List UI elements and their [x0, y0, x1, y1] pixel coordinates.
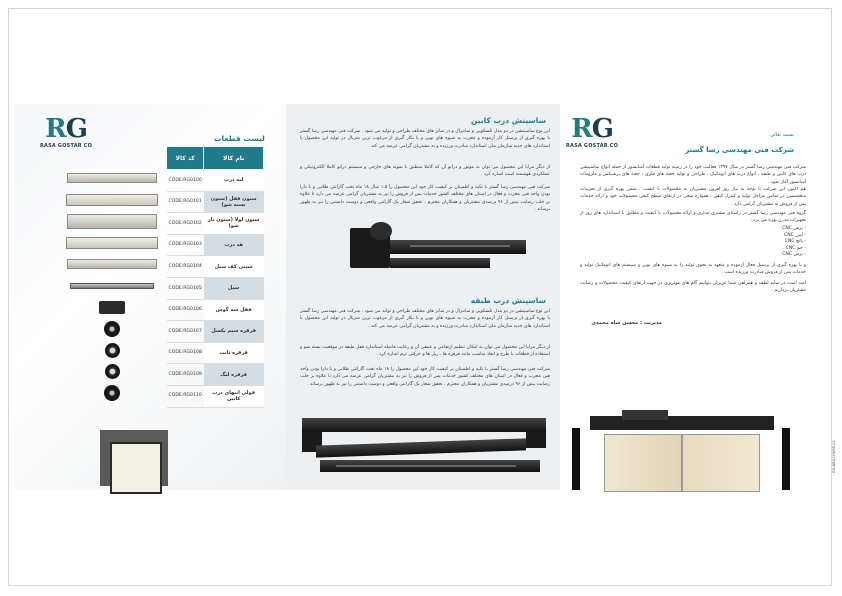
part-name: قرقره لنگ — [204, 364, 264, 386]
parts-row — [167, 277, 264, 299]
part-name: قرقره سیم بکسل — [204, 321, 264, 343]
part-code: CODE:RG0101 — [167, 191, 204, 213]
floor-paragraph-3: شرکت فنی مهندسی رسا گستر با تکیه و اطمینان بر کیفیت کار خود این محصول را ۱۸ ماه تحت گارانتی طلایی و با دارا بودن واحد فنی مجرب و فعال در استان های مختلف کشور خدمات پس از فروش را نیز به مشتریان گرامی عرضه می دارد تا علاوه بر جلب رضایت بیش از ۹۶ درصدی مشتریان و همکاران محترم ، تحقق شعار یک گارانتی واقعی و دوست داشتنی را نیز به ظهور برساند . — [300, 367, 550, 387]
about-paragraph-5: امید است در سایه لطف و همراهی شما عزیزان بتوانیم گام های موثرتری در جهت ارتقای کیفیت محصولات و رضایت مشتریان برداریم . — [580, 281, 806, 294]
part-image — [60, 254, 164, 274]
parts-row — [167, 342, 264, 364]
floor-suspension-image — [296, 414, 552, 484]
machine-item: - لیزر CNC — [784, 232, 806, 238]
parts-row — [167, 321, 264, 343]
part-name: هد درب — [204, 234, 264, 256]
part-image — [60, 168, 164, 188]
col-name-header: نام کالا — [204, 147, 264, 170]
elevator-door-photo — [562, 408, 800, 490]
part-code: CODE:RG0102 — [167, 213, 204, 235]
machine-item: - پرس CNC — [782, 226, 806, 231]
company-name-heading: شرکت فنی مهندسی رسا گستر — [685, 146, 794, 154]
part-image — [60, 362, 164, 382]
cabin-suspension-title: ساسپنش درب کابین — [470, 116, 546, 125]
col-code-header: کد کالا — [167, 147, 204, 170]
logo-company-name-right: RASA GOSTAR CO — [566, 143, 619, 149]
part-code: CODE:RG0103 — [167, 234, 204, 256]
part-name: سینی کف سیل — [204, 256, 264, 278]
part-name: قفل سه گوش — [204, 299, 264, 321]
part-image — [60, 190, 164, 210]
part-image — [60, 297, 164, 317]
part-code: CODE:RG0110 — [167, 385, 204, 407]
part-image — [60, 276, 164, 296]
parts-row — [167, 234, 264, 256]
parts-row — [167, 256, 264, 278]
machine-item: - خم CNC — [785, 245, 806, 251]
part-code: CODE:RG0106 — [167, 299, 204, 321]
part-code: CODE:RG0100 — [167, 170, 204, 192]
cabin-paragraph-2: از دیگر مزایا این محصول می توان به موتور و درایو آن که کاملا منطبق با نمونه های خارجی و سیستم درایو کاملا الکترونیکی و عملکردی هوشمند است اشاره کرد . — [300, 165, 550, 178]
part-name: ستون لولا (ستون باز شو) — [204, 213, 264, 235]
part-name: لته درب — [204, 170, 264, 192]
logo-company-name: RASA GOSTAR CO — [40, 143, 93, 149]
parts-row — [167, 385, 264, 407]
part-image — [60, 319, 164, 339]
logo-mark-right: RG — [571, 114, 613, 144]
part-image — [60, 211, 164, 231]
part-name: ستون قفل (ستون بسته شو) — [204, 191, 264, 213]
logo-mark: RG — [45, 114, 87, 144]
company-logo-right — [566, 116, 618, 149]
parts-row — [167, 213, 264, 235]
vertical-code: RG-BROCHURE-01 — [832, 440, 836, 473]
parts-list-title: لیست قطعات — [214, 134, 265, 143]
parts-row — [167, 191, 264, 213]
part-code: CODE:RG0109 — [167, 364, 204, 386]
about-paragraph-3: گروه فنی مهندسی رسا گستر در راستای مشتری مداری و ارائه محصولات با کیفیت و مطابق با استاندارد های روز از تجهیزات مدرن بهره می برد : — [580, 211, 806, 224]
part-image — [60, 383, 164, 403]
parts-row — [167, 170, 264, 192]
part-code: CODE:RG0105 — [167, 277, 204, 299]
signature: مدیریت : محسن شاه محمدی — [591, 320, 662, 326]
machine-item: - برش CNC — [782, 252, 806, 258]
part-image — [60, 233, 164, 253]
about-paragraph-1: شرکت فنی مهندسی رسا گستر در سال ۱۳۹۷ فعالیت خود را در زمینه تولید قطعات آسانسور از جمله انواع ساسپنشن درب های کابین و طبقه ، انواع درب های اتوماتیک ، طراحی و تولید جعبه های فلزی ، جعبه های پرشیکس و ملزومات آسانسور آغاز نمود . — [580, 165, 806, 185]
parts-row — [167, 299, 264, 321]
part-image — [60, 340, 164, 360]
machine-item: - پانچ CNC — [784, 239, 806, 245]
part-code: CODE:RG0104 — [167, 256, 204, 278]
cabin-suspension-image — [340, 220, 530, 280]
part-name: سیل — [204, 277, 264, 299]
machines-list — [646, 226, 806, 259]
cabin-paragraph-3: شرکت فنی مهندسی رسا گستر با تکیه و اطمینان بر کیفیت کار خود این محصول را ۱.۵ سال ۱۸ ماه تحت گارانتی طلایی و با دارا بودن واحد فنی مجرب و فعال در استان های مختلف کشور خدمات پس از فروش را نیز به مشتریان گرامی عرضه می دارد تا علاوه بر جلب رضایت بیش از ۹۶ درصدی مشتریان و همکاران محترم ، تحقق شعار یک گارانتی واقعی و دوست داشتنی را نیز به ظهور برساند . — [300, 185, 550, 213]
cabin-paragraph-1: این نوع ساسپنشن در دو مدل تلسکوپی و سانترال و در سایز های مختلف طراحی و تولید می شود . شرکت فنی مهندسی رسا گستر با بهره گیری از پرسنل کار آزموده و مجرب به شیوه های نوین و با بکار گیری از مرغوب ترین متریال در تولید این محصول با استاندارد های جدید سازمان ملی استاندارد مبادرت ورزیده و به مشتریان گرامی عرضه می کند . — [300, 129, 550, 149]
cabin-door-photo — [100, 430, 168, 486]
floor-paragraph-2: از دیگر مزایا این محصول می توان به امکان تنظیم ارتفاعی و عمقی آن و رعایت فاصله استاندارد قفل طبقه در موقعیت بسته شو و استفاده از قطعات با طرح و ابعاد مناسب مانند قرقره ها ، ریل ها و حرکتی نرم اشاره کرد . — [300, 345, 550, 358]
company-logo — [40, 116, 92, 149]
part-code: CODE:RG0107 — [167, 321, 204, 343]
part-code: CODE:RG0108 — [167, 342, 204, 364]
parts-table — [166, 146, 264, 408]
greeting: بسمه تعالی — [769, 132, 794, 138]
part-name: قولی انتهای درب کابین — [204, 385, 264, 407]
parts-row — [167, 364, 264, 386]
about-paragraph-2: هم اکنون این شرکت با توجه به نیاز روز افزون مشتریان به محصولات با کیفیت ، ضمن بهره گیری از تجربیات متخصصین در تمامی مراحل تولید و کنترل کیفی ، همواره سعی در ارتقای سطح کیفی محصولات خود و ارائه خدمات پس از فروش به مشتریان گرامی دارد . — [580, 187, 806, 207]
floor-paragraph-1: این نوع ساسپنشن در دو مدل تلسکوپی و سانترال و در سایز های مختلف طراحی و تولید می شود . شرکت فنی مهندسی رسا گستر با بهره گیری از پرسنل کار آزموده و مجرب به شیوه های نوین و با بکار گیری از مرغوب ترین متریال در تولید این محصول با استاندارد های جدید سازمان ملی استاندارد مبادرت ورزیده و به مشتریان گرامی عرضه می کند . — [300, 309, 550, 329]
part-name: قرقره ثابت — [204, 342, 264, 364]
floor-suspension-title: ساسپنش درب طبقه — [470, 296, 546, 305]
about-paragraph-4: و با بهره گیری از پرسنل فعال آزموده و متعهد به نحوی تولید را به شیوه های نوین و سیستم های اتوماتیک تولید و خدمات پس از فروش مبادرت ورزیده است . — [580, 263, 806, 276]
